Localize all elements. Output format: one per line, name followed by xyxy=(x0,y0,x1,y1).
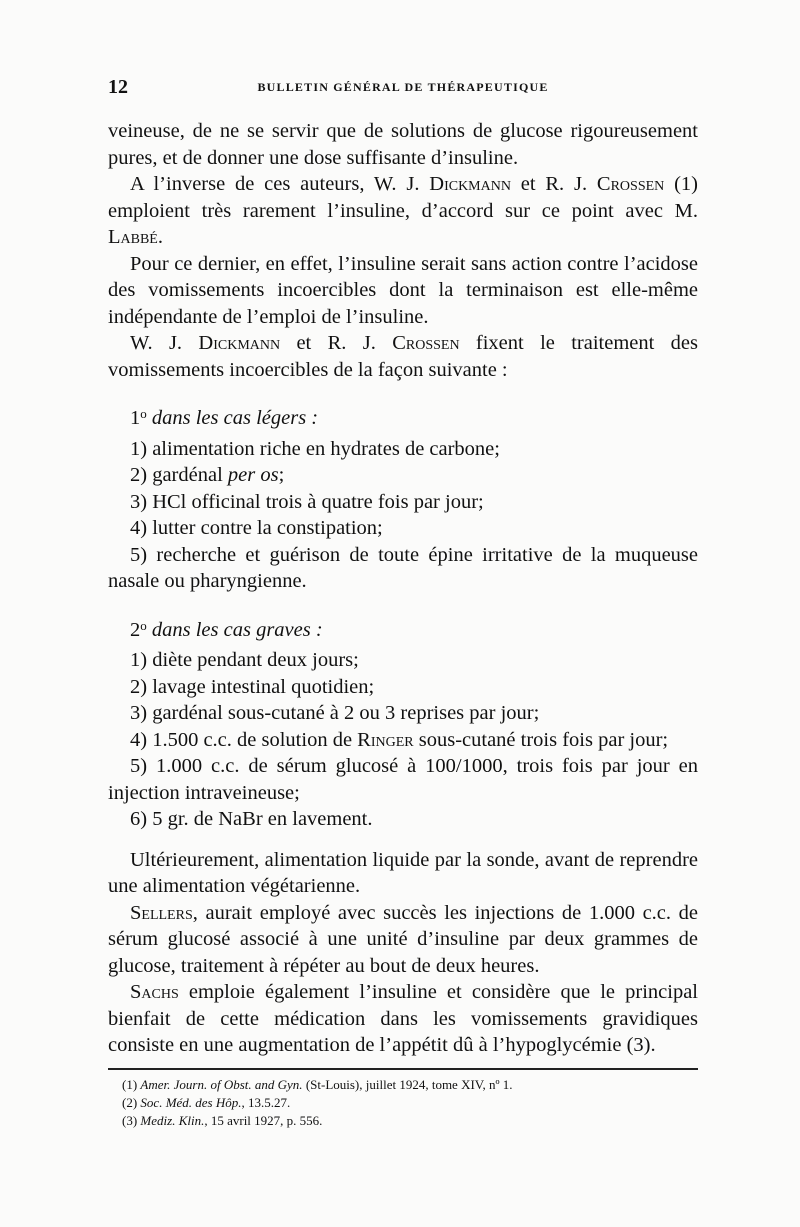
list-item: 3) gardénal sous-cutané à 2 ou 3 reprises par jour; xyxy=(130,702,540,724)
author-name: Crossen xyxy=(596,173,665,195)
footnote: (1) Amer. Journ. of Obst. and Gyn. (St-Louis), juillet 1924, tome XIV, nº 1. xyxy=(122,1077,513,1092)
list-heading-light: 1$^o$ dans les cas légers : xyxy=(130,406,319,429)
author-name: Sellers xyxy=(130,901,193,924)
list-item: 4) 1.500 c.c. de solution de Ringer sous-cutané trois fois par jour; xyxy=(130,728,669,751)
paragraph: A l’inverse de ces auteurs, W. J. Dickmann et R. J. Crossen (1) emploient très rarement l’insuline, d’accord sur ce point avec M. Labbé. xyxy=(108,173,698,248)
footnotes xyxy=(122,1076,692,1130)
paragraph: Ultérieurement, alimentation liquide par la sonde, avant de reprendre une alimentation végétarienne. xyxy=(108,848,698,897)
paragraph: veineuse, de ne se servir que de solutions de glucose rigoureusement pures, et de donner une dose suffisante d’insuline. xyxy=(108,120,698,169)
list-item: 1) alimentation riche en hydrates de carbone; xyxy=(130,437,500,460)
author-name: Labbé xyxy=(108,226,158,248)
footnote: (2) Soc. Méd. des Hôp., 13.5.27. xyxy=(122,1095,291,1110)
list-item: 4) lutter contre la constipation; xyxy=(130,517,383,539)
list-item: 3) HCl officinal trois à quatre fois par jour; xyxy=(130,490,484,513)
paragraph: W. J. Dickmann et R. J. Crossen fixent le traitement des vomissements incoercibles de la façon suivante : xyxy=(108,332,698,381)
list-item: 5) 1.000 c.c. de sérum glucosé à 100/1000, trois fois par jour en injection intraveineuse; xyxy=(108,755,698,804)
author-name: Dickmann xyxy=(429,173,511,195)
author-name: Dickmann xyxy=(198,332,281,354)
list-heading-severe: 2$^o$ dans les cas graves : xyxy=(130,617,323,641)
list-item: 1) diète pendant deux jours; xyxy=(130,649,359,671)
paragraph: Pour ce dernier, en effet, l’insuline serait sans action contre l’acidose des vomissements incoercibles dont la terminaison est elle-même indépendante de l’emploi de l’insuline. xyxy=(108,252,698,328)
list-item: 2) gardénal per os; xyxy=(130,464,285,486)
body-text xyxy=(108,118,698,1059)
page-header xyxy=(108,76,698,100)
page-number: 12 xyxy=(108,76,128,98)
paragraph: Sellers, aurait employé avec succès les injections de 1.000 c.c. de sérum glucosé associé à une unité d’insuline par deux grammes de glucose, traitement à répéter au bout de deux heures. xyxy=(108,901,698,977)
running-title: BULLETIN GÉNÉRAL DE THÉRAPEUTIQUE xyxy=(257,80,549,94)
author-name: Crossen xyxy=(392,332,460,354)
list-item: 6) 5 gr. de NaBr en lavement. xyxy=(130,808,373,830)
footnote-rule xyxy=(108,1068,698,1070)
footnote: (3) Mediz. Klin., 15 avril 1927, p. 556. xyxy=(122,1113,323,1128)
author-name: Sachs xyxy=(130,981,179,1003)
author-name: Ringer xyxy=(357,728,414,751)
paragraph: Sachs emploie également l’insuline et considère que le principal bienfait de cette médication dans les vomissements gravidiques consiste en une augmentation de l’appétit dû à l’hypoglycémie (3). xyxy=(108,981,698,1056)
list-item: 2) lavage intestinal quotidien; xyxy=(130,675,375,698)
list-item: 5) recherche et guérison de toute épine irritative de la muqueuse nasale ou pharyngienne. xyxy=(108,543,698,592)
